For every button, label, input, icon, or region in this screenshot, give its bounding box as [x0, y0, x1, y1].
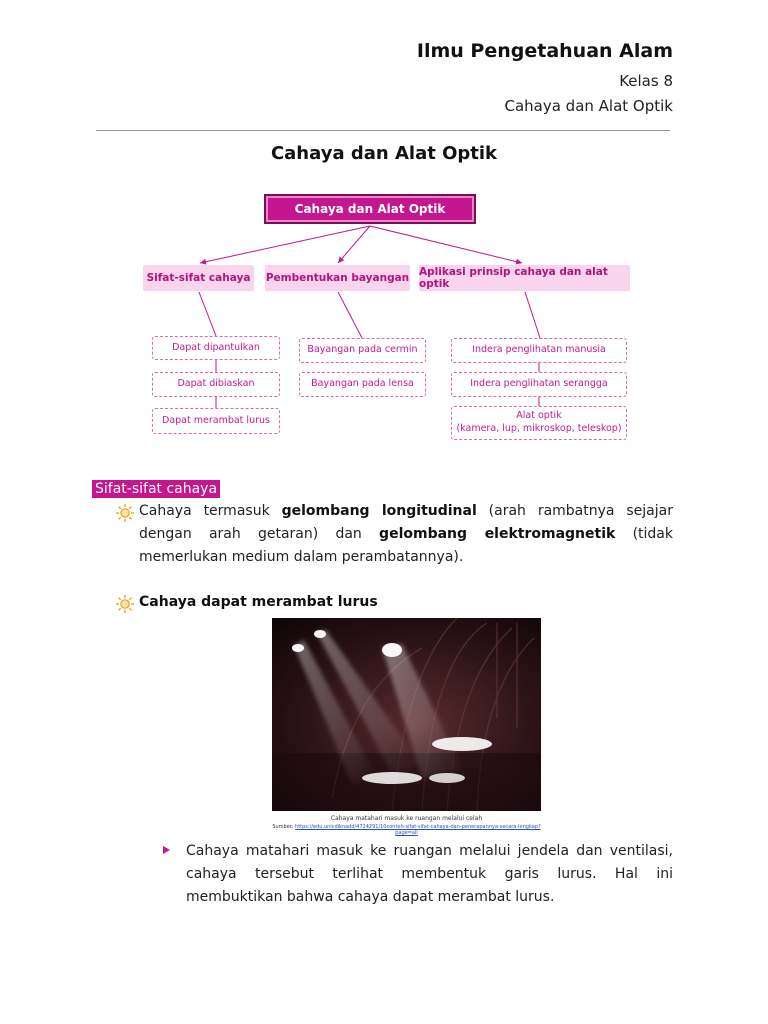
term-longitudinal: gelombang longitudinal — [281, 503, 477, 519]
leaf-indera-manusia: Indera penglihatan manusia — [451, 338, 627, 363]
leaf-dapat-dibiaskan: Dapat dibiaskan — [152, 372, 280, 397]
intro-text-2: (arah rambatnya sejajar dengan arah getaran) dan — [139, 503, 673, 542]
category-sifat-cahaya: Sifat-sifat cahaya — [143, 265, 254, 291]
category-pembentukan-bayangan: Pembentukan bayangan — [265, 265, 410, 291]
leaf-dapat-merambat-lurus: Dapat merambat lurus — [152, 408, 280, 434]
light-rays-photo — [272, 618, 541, 811]
figure-source-label: Sumber: — [272, 824, 294, 830]
leaf-dapat-dipantulkan: Dapat dipantulkan — [152, 336, 280, 360]
leaf-alat-optik — [451, 406, 627, 440]
leaf-bayangan-lensa: Bayangan pada lensa — [299, 372, 426, 397]
intro-text-1: Cahaya termasuk — [139, 503, 282, 519]
term-elektromagnetik: gelombang elektromagnetik — [379, 526, 616, 542]
section-heading: Sifat-sifat cahaya — [92, 480, 220, 498]
category-aplikasi: Aplikasi prinsip cahaya dan alat optik — [419, 265, 630, 291]
subheading-merambat-lurus: Cahaya dapat merambat lurus — [139, 594, 378, 610]
intro-text-3: (tidak memerlukan medium dalam perambatannya). — [139, 526, 673, 565]
page-title: Cahaya dan Alat Optik — [270, 143, 498, 164]
subject-title: Ilmu Pengetahuan Alam — [416, 40, 673, 62]
leaf-alat-optik-label: Alat optik — [516, 410, 562, 422]
leaf-alat-optik-examples: (kamera, lup, mikroskop, teleskop) — [456, 423, 622, 434]
figure-source — [272, 824, 541, 836]
bullet-paragraph: Cahaya matahari masuk ke ruangan melalui jendela dan ventilasi, cahaya tersebut terlihat membentuk garis lurus. Hal ini membuktikan bahwa cahaya dapat merambat lurus. — [186, 843, 673, 905]
figure-caption: Cahaya matahari masuk ke ruangan melalui celah — [330, 815, 483, 822]
concept-map-root: Cahaya dan Alat Optik — [264, 194, 476, 224]
topic-label: Cahaya dan Alat Optik — [504, 97, 673, 115]
sun-icon — [115, 594, 135, 614]
header-divider — [96, 130, 670, 131]
triangle-bullet-icon — [163, 846, 170, 854]
leaf-bayangan-cermin: Bayangan pada cermin — [299, 338, 426, 363]
sun-icon — [115, 503, 135, 523]
intro-paragraph — [139, 500, 673, 569]
class-label: Kelas 8 — [619, 72, 673, 90]
figure-source-link[interactable]: https://edu.unicdiknadd/4724291/10contoh-sifat-sifat-cahaya-dan-penerapannya-secara-lengkap?page=all — [295, 824, 541, 836]
leaf-indera-serangga: Indera penglihatan serangga — [451, 372, 627, 397]
